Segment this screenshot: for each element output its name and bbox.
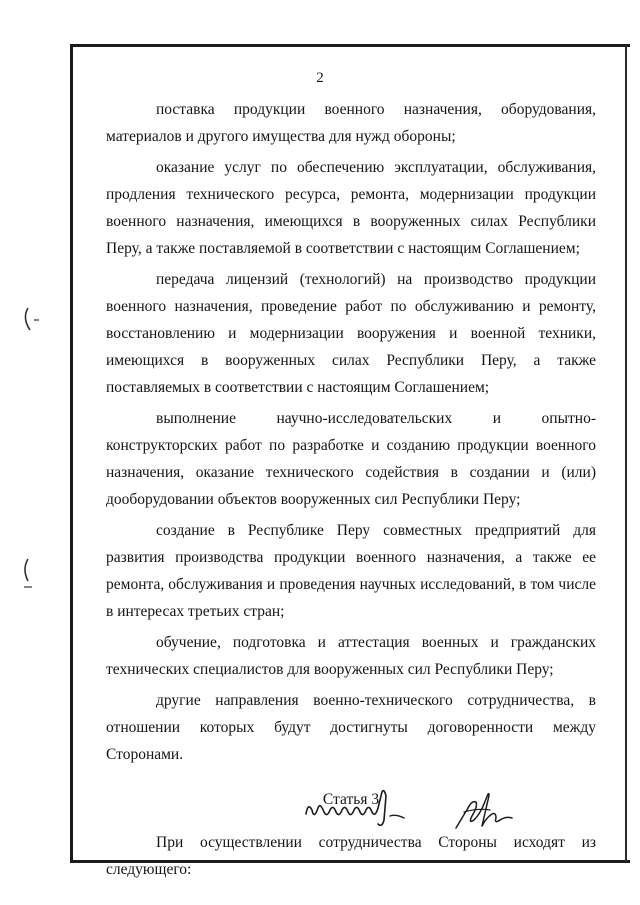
- list-item-joint-ventures: создание в Республике Перу совместных предприятий для развития производства продукции военного назначения, а также ее ремонта, обслуживания и проведения научных исследований, в том числе в интересах третьих стран;: [106, 522, 596, 620]
- frame-right-border: [625, 44, 627, 862]
- list-item-supply: поставка продукции военного назначения, оборудования, материалов и другого имущества для нужд обороны;: [106, 101, 596, 145]
- article-intro: При осуществлении сотрудничества Стороны исходят из следующего:: [106, 834, 596, 878]
- document-body: [106, 96, 596, 887]
- binding-hole-mark: [0, 555, 40, 595]
- page-number: 2: [316, 70, 324, 86]
- list-item-other: другие направления военно-технического сотрудничества, в отношении которых будут достигнуты договоренности между Сторонами.: [106, 692, 596, 763]
- article-heading: Статья 3: [322, 791, 380, 808]
- signature-left: [300, 784, 410, 832]
- list-item-services: оказание услуг по обеспечению эксплуатации, обслуживания, продления технического ресурса, ремонта, модернизации продукции военного назначения, имеющихся в вооруженных силах Республики Перу, а также поставляемой в соответствии с настоящим Соглашением;: [106, 159, 596, 257]
- signatures: [300, 780, 540, 846]
- frame-top-border: [70, 44, 630, 47]
- binding-hole-mark: [0, 300, 40, 340]
- list-item-licenses: передача лицензий (технологий) на производство продукции военного назначения, проведение работ по обслуживанию и ремонту, восстановлению и модернизации вооружения и военной техники, имеющихся в вооруженных силах Республики Перу, а также поставляемых в соответствии с настоящим Соглашением;: [106, 271, 596, 396]
- frame-left-border: [70, 44, 73, 862]
- signature-right: [450, 788, 530, 838]
- list-item-research: выполнение научно-исследовательских и опытно-конструкторских работ по разработке и созданию продукции военного назначения, оказание технического содействия в создании и (или) дооборудовании объектов вооруженных сил Республики Перу;: [106, 410, 596, 508]
- list-item-training: обучение, подготовка и аттестация военных и гражданских технических специалистов для вооруженных сил Республики Перу;: [106, 634, 596, 678]
